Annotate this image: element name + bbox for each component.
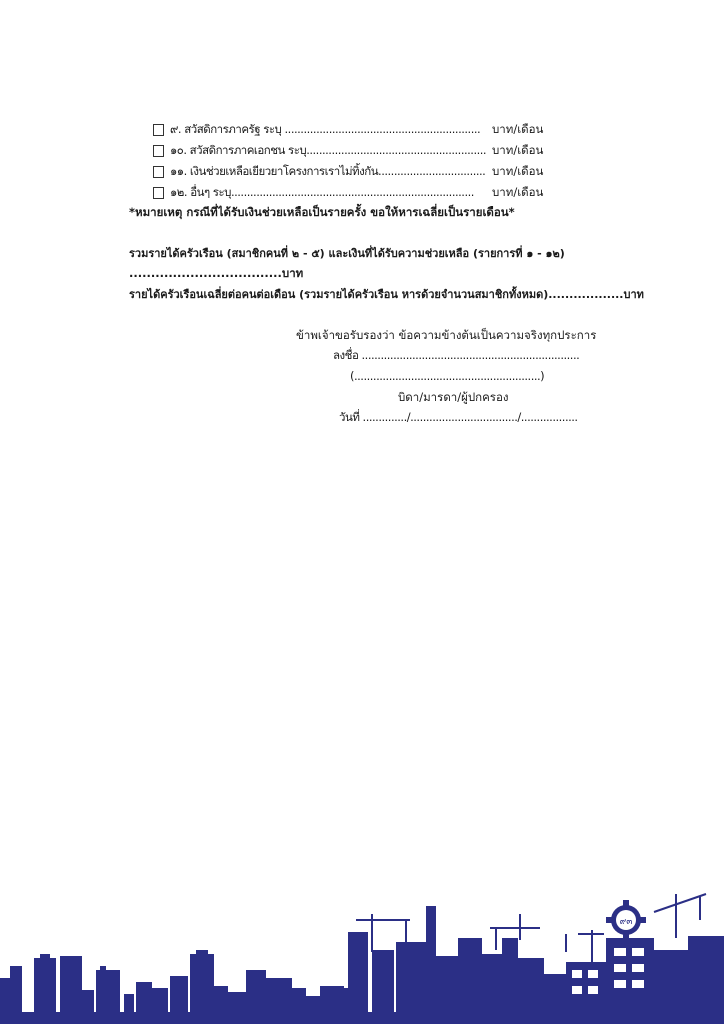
signer-role: บิดา/มารดา/ผู้ปกครอง xyxy=(398,390,509,404)
item-9-unit: บาท/เดือน xyxy=(492,122,544,136)
item-10-unit: บาท/เดือน xyxy=(492,143,544,157)
name-line[interactable]: (...........................................................) xyxy=(350,369,545,383)
item-9-text: ๙. สวัสดิการภาครัฐ ระบุ .............................................................. xyxy=(170,122,481,136)
note-text: *หมายเหตุ กรณีที่ได้รับเงินช่วยเหลือเป็นรายครั้ง ขอให้หารเฉลี่ยเป็นรายเดือน* xyxy=(129,205,515,219)
gear-logo-icon xyxy=(606,900,646,940)
sign-line[interactable]: ลงชื่อ ..................................................................... xyxy=(333,348,580,362)
item-11-text: ๑๑. เงินช่วยเหลือเยียวยาโครงการเราไม่ทิ้งกัน.................................. xyxy=(170,164,486,178)
date-line[interactable]: วันที่ ............../................................../.................. xyxy=(339,410,578,424)
item-11-unit: บาท/เดือน xyxy=(492,164,544,178)
checkbox-item-11[interactable] xyxy=(153,166,164,178)
total-income-label: รวมรายได้ครัวเรือน (สมาชิกคนที่ ๒ - ๕) และเงินที่ได้รับความช่วยเหลือ (รายการที่ ๑ - ๑๒) xyxy=(129,247,565,260)
total-income-blank[interactable]: ...................................บาท xyxy=(129,266,304,280)
checkbox-item-12[interactable] xyxy=(153,187,164,199)
avg-income-label: รายได้ครัวเรือนเฉลี่ยต่อคนต่อเดือน (รวมรายได้ครัวเรือน หารด้วยจำนวนสมาชิกทั้งหมด)..................บาท xyxy=(129,288,644,301)
city-skyline-illustration xyxy=(0,870,724,1024)
item-12-unit: บาท/เดือน xyxy=(492,185,544,199)
item-10-text: ๑๐. สวัสดิการภาคเอกชน ระบุ......................................................... xyxy=(170,143,487,157)
item-12-text: ๑๒. อื่นๆ ระบุ............................................................................. xyxy=(170,185,474,199)
certify-text: ข้าพเจ้าขอรับรองว่า ข้อความข้างต้นเป็นความจริงทุกประการ xyxy=(296,328,597,342)
logo-text: ๙๓ xyxy=(619,917,633,927)
checkbox-item-9[interactable] xyxy=(153,124,164,136)
checkbox-item-10[interactable] xyxy=(153,145,164,157)
